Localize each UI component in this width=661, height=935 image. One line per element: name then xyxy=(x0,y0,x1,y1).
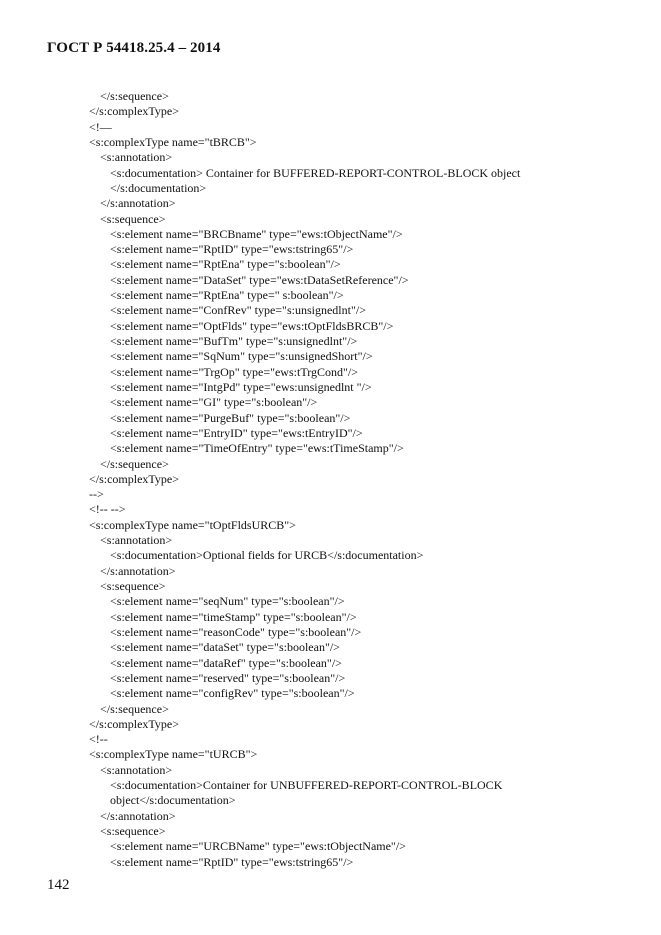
code-line: <s:sequence> xyxy=(100,579,166,593)
code-line: <s:complexType name="tOptFldsURCB"> xyxy=(89,517,296,532)
code-line: <!-- --> xyxy=(89,502,126,517)
code-line: </s:sequence> xyxy=(100,456,169,471)
code-line: <s:documentation>Container for UNBUFFERED-REPORT-CONTROL-BLOCK xyxy=(110,778,503,793)
code-line: <s:sequence> xyxy=(100,211,166,226)
code-line: </s:complexType> xyxy=(89,471,180,486)
code-line: </s:annotation> xyxy=(100,196,176,211)
code-line: <s:complexType name="tURCB"> xyxy=(89,747,258,762)
code-line: <s:element name="TrgOp" type="ews:tTrgCond"/> xyxy=(110,364,359,379)
code-line: <s:annotation> xyxy=(100,150,173,165)
code-line: <s:element name="RptEna" type="s:boolean"/> xyxy=(110,257,341,272)
code-line: </s:documentation> xyxy=(110,180,207,195)
code-line: <s:element name="timeStamp" type="s:boolean"/> xyxy=(110,609,357,624)
code-line: <s:element name="TimeOfEntry" type="ews:tTimeStamp"/> xyxy=(110,441,404,456)
code-line: <s:element name="SqNum" type="s:unsignedShort"/> xyxy=(110,349,373,364)
code-line: <s:complexType name="tBRCB"> xyxy=(89,134,257,149)
code-line: <!-- xyxy=(89,732,108,747)
code-line: <s:annotation> xyxy=(100,533,173,548)
code-line: </s:complexType> xyxy=(89,104,180,119)
code-line: <s:element name="BufTm" type="s:unsignedlnt"/> xyxy=(110,334,358,348)
code-line: </s:sequence> xyxy=(100,701,169,716)
code-line: <s:element name="BRCBname" type="ews:tObjectName"/> xyxy=(110,226,403,241)
code-line: <s:element name="IntgPd" type="ews:unsignedlnt "/> xyxy=(110,379,372,394)
xml-code-block xyxy=(0,89,661,870)
code-line: <s:element name="reserved" type="s:boolean"/> xyxy=(110,670,346,685)
code-line: </s:complexType> xyxy=(89,716,180,731)
code-line: <s:element name="PurgeBuf" type="s:boolean"/> xyxy=(110,410,351,425)
code-line: object</s:documentation> xyxy=(110,793,236,808)
code-line: <s:element name="seqNum" type="s:boolean"/> xyxy=(110,594,345,609)
code-line: </s:annotation> xyxy=(100,808,176,823)
code-line: <s:element name="RptEna" type=" s:boolean"/> xyxy=(110,288,344,303)
code-line: <s:element name="DataSet" type="ews:tDataSetReference"/> xyxy=(110,272,409,287)
code-line: <s:element name="ConfRev" type="s:unsignedlnt"/> xyxy=(110,303,366,318)
code-line: <s:sequence> xyxy=(100,824,166,838)
code-line: <s:element name="reasonCode" type="s:boolean"/> xyxy=(110,624,362,639)
code-line: </s:annotation> xyxy=(100,563,176,578)
code-line: <s:documentation> Container for BUFFERED-REPORT-CONTROL-BLOCK object xyxy=(110,165,521,180)
code-line: <s:element name="dataSet" type="s:boolean"/> xyxy=(110,640,340,655)
code-line: <s:element name="configRev" type="s:boolean"/> xyxy=(110,686,355,701)
code-line: <s:element name="EntryID" type="ews:tEntryID"/> xyxy=(110,425,363,440)
code-line: <s:element name="URCBName" type="ews:tObjectName"/> xyxy=(110,839,406,854)
code-line: <s:documentation>Optional fields for URCB</s:documentation> xyxy=(110,548,424,563)
code-line: <s:annotation> xyxy=(100,762,173,777)
code-line: <s:element name="GI" type="s:boolean"/> xyxy=(110,395,318,410)
code-line: </s:sequence> xyxy=(100,89,169,103)
code-line: --> xyxy=(89,487,104,502)
code-line: <!— xyxy=(89,119,112,134)
code-line: <s:element name="RptID" type="ews:tstring65"/> xyxy=(110,242,354,257)
code-line: <s:element name="OptFlds" type="ews:tOptFldsBRCB"/> xyxy=(110,318,394,333)
page-number: 142 xyxy=(47,877,70,893)
code-line: <s:element name="dataRef" type="s:boolean"/> xyxy=(110,655,342,670)
document-header: ГОСТ Р 54418.25.4 – 2014 xyxy=(47,40,221,56)
code-line: <s:element name="RptID" type="ews:tstring65"/> xyxy=(110,854,354,869)
